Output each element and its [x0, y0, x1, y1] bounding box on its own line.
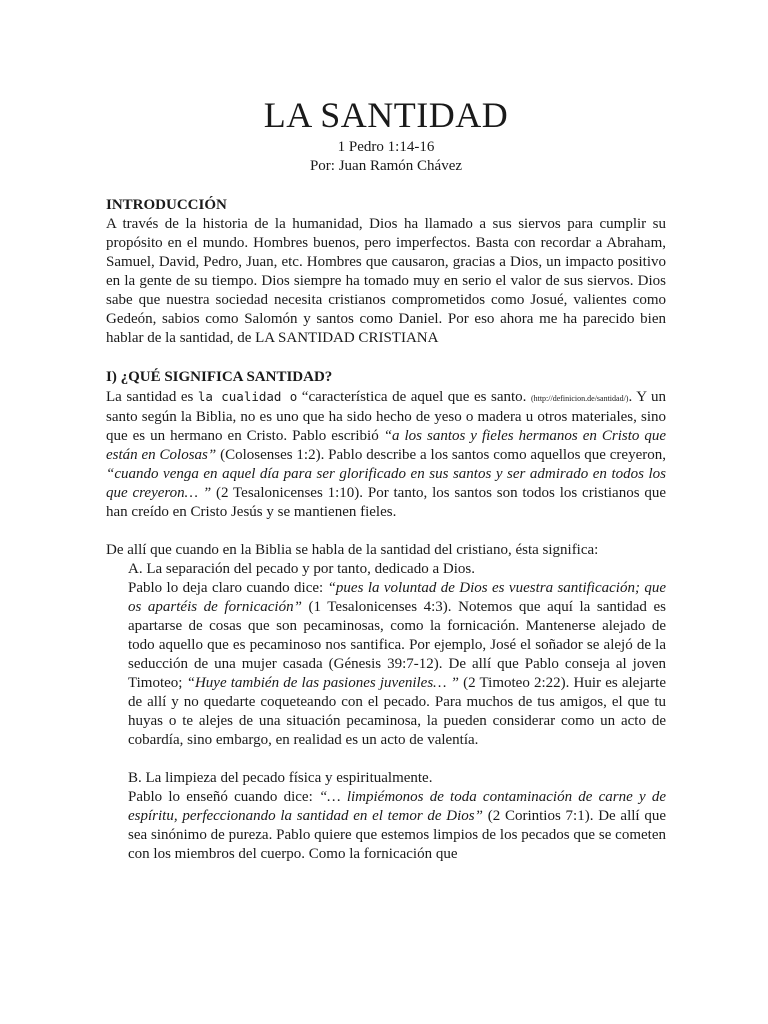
quote: “a los santos y fieles hermanos en Cristo que están en Colosas” [106, 428, 666, 463]
section1-paragraph1 [106, 387, 666, 522]
section1-heading: I) ¿QUÉ SIGNIFICA SANTIDAD? [106, 369, 333, 385]
text-run: “característica de aquel que es santo. [297, 389, 531, 405]
item-b-paragraph [106, 788, 666, 864]
intro-paragraph: A través de la historia de la humanidad, Dios ha llamado a sus siervos para cumplir su propósito en el mundo. Hombres buenos, pero imperfectos. Basta con recordar a Abraham, Samuel, David, Pedro, Juan, etc. Hombres que causaron, gracias a Dios, un impacto positivo en la gente de su tiempo. Dios siempre ha tomado muy en serio el valor de sus siervos. Dios sabe que nuestra sociedad necesita cristianos comprometidos como Josué, valientes como Gedeón, sabios como Salomón y santos como Daniel. Por eso ahora me ha parecido bien hablar de la santidad, de LA SANTIDAD CRISTIANA [106, 216, 666, 346]
intro-heading: INTRODUCCIÓN [106, 197, 227, 213]
text-run: (2 Timoteo 2:22). Huir es alejarte de allí y no quedarte coqueteando con el pecado. Para muchos de tus amigos, el que tu huyas o te alejes de una situación pecaminosa, la pueden considerar como un acto de cobardía, sino embargo, en realidad es un acto de valentía. [128, 675, 666, 748]
quote: “cuando venga en aquel día para ser glorificado en sus santos y ser admirado en todos los que creyeron… ” [106, 466, 666, 501]
text-run: . Y un santo según la Biblia, no es uno que ha sido hecho de yeso o madera u otros materiales, sino que es un hermano en Cristo. Pablo escribió [106, 389, 666, 444]
list-item-b: B. La limpieza del pecado física y espiritualmente. [128, 770, 433, 786]
item-a-paragraph [106, 579, 666, 750]
spacer [106, 750, 666, 769]
spacer [106, 522, 666, 541]
quote: “Huye también de las pasiones juveniles… ” [186, 675, 460, 691]
text-run: (2 Tesalonicenses 1:10). Por tanto, los santos son todos los cristianos que han creído en Cristo Jesús y se mantienen fieles. [106, 485, 667, 520]
text-run: Pablo lo deja claro cuando dice: [128, 580, 328, 596]
quote: “pues la voluntad de Dios es vuestra santificación; que os apartéis de fornicación” [128, 580, 666, 615]
quote: “… limpiémonos de toda contaminación de carne y de espíritu, perfeccionando la santidad en el temor de Dios” [128, 789, 666, 824]
section1-paragraph2: De allí que cuando en la Biblia se habla de la santidad del cristiano, ésta significa: [106, 542, 599, 558]
text-run-mono: la cualidad o [197, 389, 298, 404]
citation-link: (http://definicion.de/santidad/) [530, 394, 629, 403]
text-run: (Colosenses 1:2). Pablo describe a los santos como aquellos que creyeron, [216, 447, 666, 463]
text-run: (1 Tesalonicenses 4:3). Notemos que aquí la santidad es apartarse de cosas que son pecaminosas, como la fornicación. Mantenerse alejado de todo aquello que es pecaminoso nos santifica. Por ejemplo, José el soñador se alejó de la seducción de una mujer casada (Génesis 39:7-12). De allí que Pablo conseja al joven Timoteo; [128, 599, 666, 691]
text-run: La santidad es [106, 389, 198, 405]
document-title: LA SANTIDAD [263, 95, 509, 135]
text-run: Pablo lo enseñó cuando dice: [128, 789, 319, 805]
list-item-a: A. La separación del pecado y por tanto, dedicado a Dios. [128, 561, 475, 577]
text-run: (2 Corintios 7:1). De allí que sea sinónimo de pureza. Pablo quiere que estemos limpios de los pecados que se cometen con los miembros del cuerpo. Como la fornicación que [128, 808, 666, 862]
author-line: Por: Juan Ramón Chávez [309, 158, 463, 174]
scripture-reference: 1 Pedro 1:14-16 [337, 139, 435, 155]
